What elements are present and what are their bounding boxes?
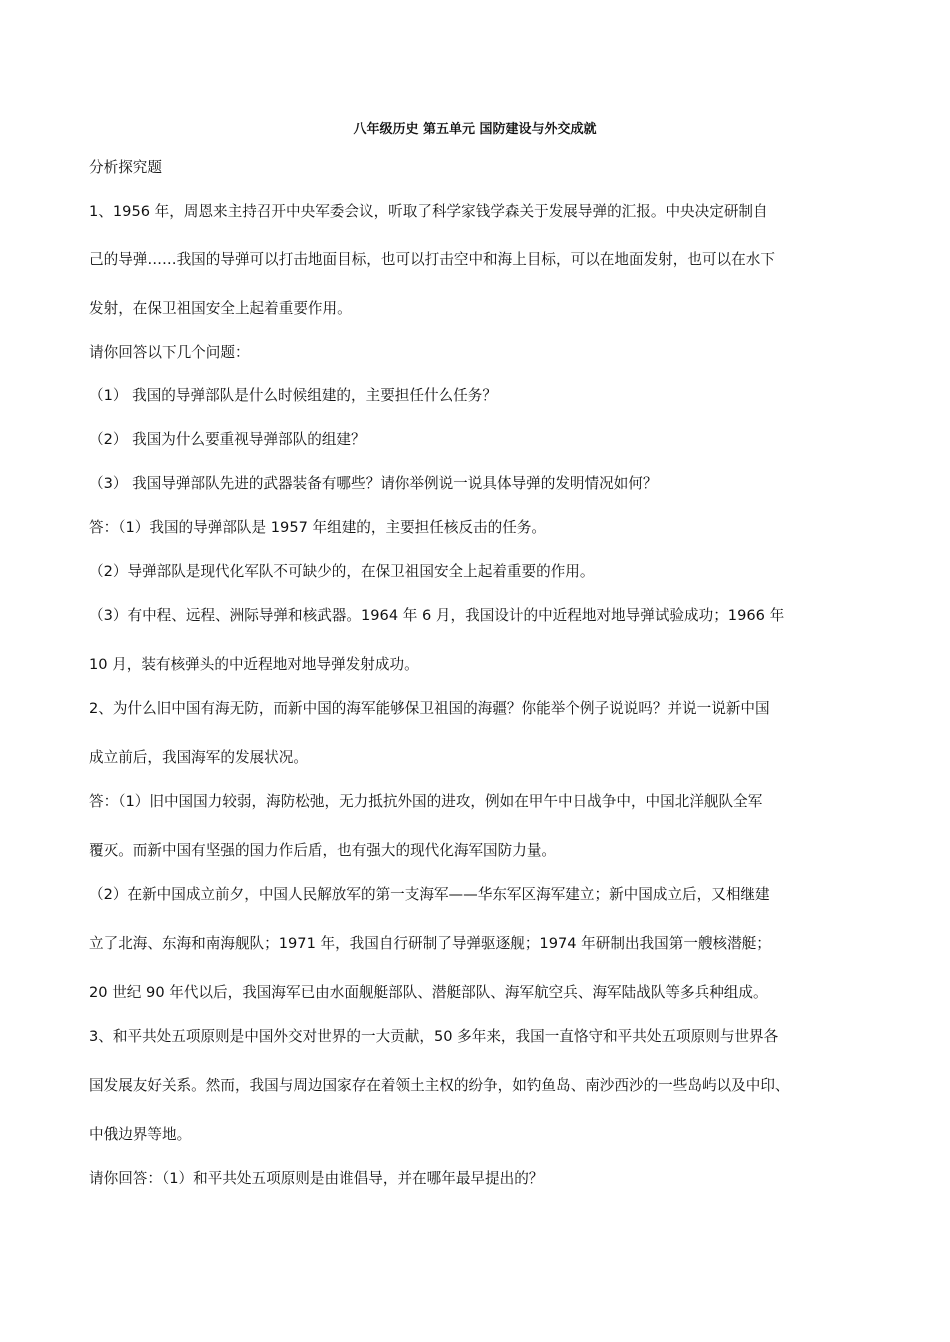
answer-1-part-1: 答：（1）我国的导弹部队是 1957 年组建的，主要担任核反击的任务。 [89, 519, 547, 536]
question-1-sub-3: （3） 我国导弹部队先进的武器装备有哪些？请你举例说一说具体导弹的发明情况如何？ [89, 475, 658, 492]
question-3-line-1: 3、和平共处五项原则是中国外交对世界的一大贡献，50 多年来，我国一直恪守和平共处五项原则与世界各 [89, 1028, 779, 1045]
question-3-line-2: 国发展友好关系。然而，我国与周边国家存在着领土主权的纷争，如钓鱼岛、南沙西沙的一些岛屿以及中印、 [89, 1077, 790, 1094]
question-3-line-3: 中俄边界等地。 [89, 1126, 192, 1143]
question-1-line-3: 发射，在保卫祖国安全上起着重要作用。 [89, 300, 352, 317]
answer-1-part-2: （2）导弹部队是现代化军队不可缺少的，在保卫祖国安全上起着重要的作用。 [89, 563, 595, 580]
question-1-line-1: 1、1956 年，周恩来主持召开中央军委会议，听取了科学家钱学森关于发展导弹的汇报。中央决定研制自 [89, 203, 768, 220]
question-1-sub-2: （2） 我国为什么要重视导弹部队的组建？ [89, 431, 366, 448]
question-1-prompt: 请你回答以下几个问题： [89, 344, 250, 361]
question-1-line-2: 己的导弹……我国的导弹可以打击地面目标，也可以打击空中和海上目标，可以在地面发射，也可以在水下 [89, 251, 775, 268]
document-title: 八年级历史 第五单元 国防建设与外交成就 [353, 122, 597, 137]
answer-2-part-1-line-1: 答：（1）旧中国国力较弱，海防松弛，无力抵抗外国的进攻，例如在甲午中日战争中，中国北洋舰队全军 [89, 793, 763, 810]
question-3-prompt: 请你回答：（1）和平共处五项原则是由谁倡导，并在哪年最早提出的？ [89, 1170, 544, 1187]
question-2-line-2: 成立前后，我国海军的发展状况。 [89, 749, 308, 766]
answer-2-part-2-line-2: 立了北海、东海和南海舰队；1971 年，我国自行研制了导弹驱逐舰；1974 年研制出我国第一艘核潜艇； [89, 935, 771, 952]
answer-2-part-1-line-2: 覆灭。而新中国有坚强的国力作后盾，也有强大的现代化海军国防力量。 [89, 842, 557, 859]
answer-2-part-2-line-1: （2）在新中国成立前夕，中国人民解放军的第一支海军——华东军区海军建立；新中国成立后，又相继建 [89, 886, 770, 903]
question-1-sub-1: （1） 我国的导弹部队是什么时候组建的，主要担任什么任务？ [89, 387, 497, 404]
question-2-line-1: 2、为什么旧中国有海无防，而新中国的海军能够保卫祖国的海疆？你能举个例子说说吗？并说一说新中国 [89, 700, 770, 717]
answer-2-part-2-line-3: 20 世纪 90 年代以后，我国海军已由水面舰艇部队、潜艇部队、海军航空兵、海军陆战队等多兵种组成。 [89, 984, 768, 1001]
answer-1-part-3-line-2: 10 月，装有核弹头的中近程地对地导弹发射成功。 [89, 656, 419, 673]
answer-1-part-3-line-1: （3）有中程、远程、洲际导弹和核武器。1964 年 6 月，我国设计的中近程地对地导弹试验成功；1966 年 [89, 607, 785, 624]
section-label: 分析探究题 [89, 159, 162, 176]
